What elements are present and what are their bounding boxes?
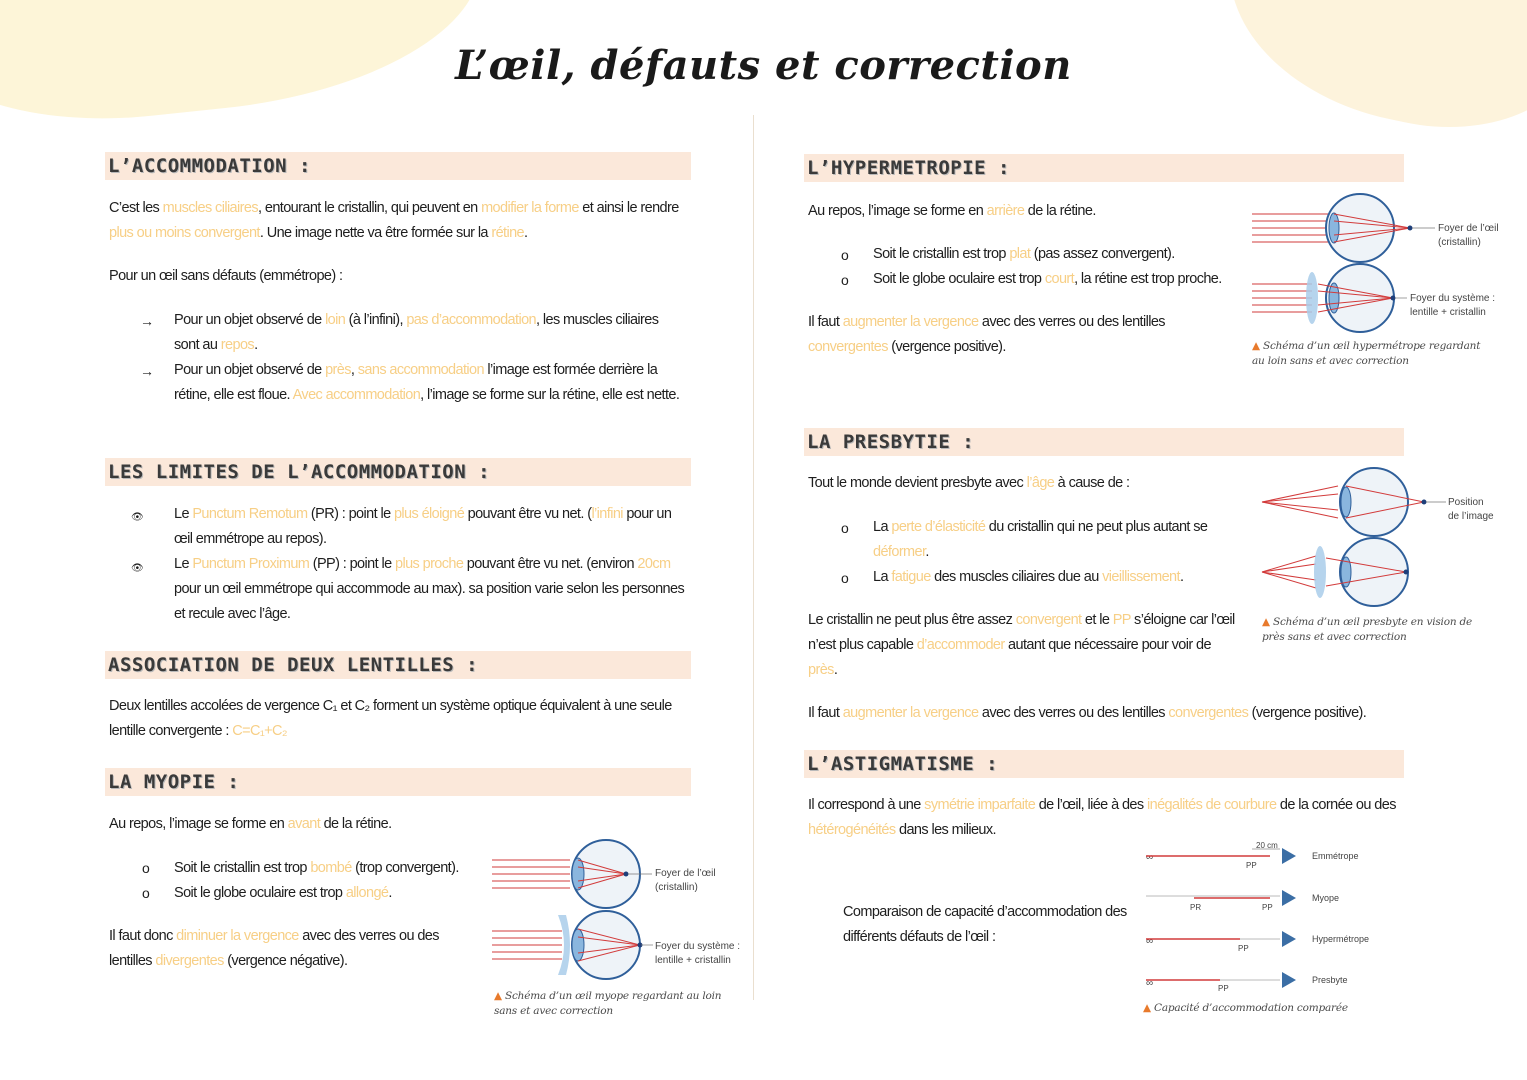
myopie-item-2: Soit le globe oculaire est trop allongé. — [174, 885, 392, 901]
myopia-diagram — [490, 835, 750, 985]
row-hypermetrope — [1146, 931, 1369, 953]
heading-text: ASSOCIATION DE DEUX LENTILLES : — [108, 654, 479, 676]
heading-text: LES LIMITES DE L’ACCOMMODATION : — [108, 461, 491, 483]
section-heading-myopie — [105, 768, 691, 796]
triangle-icon: ▲ — [494, 990, 502, 1002]
hyperopic-eye-corrected — [1252, 264, 1495, 332]
heading-text: L’ACCOMMODATION : — [108, 155, 311, 177]
system-focus-label: Foyer du système : — [1410, 293, 1496, 304]
presbytie-item-2: La fatigue des muscles ciliaires due au vieillissement. — [873, 569, 1184, 585]
circle-bullet-icon: o — [841, 247, 849, 263]
image-position-label-sub: de l’image — [1448, 511, 1494, 522]
row-myope — [1146, 890, 1339, 912]
heading-text: L’ASTIGMATISME : — [807, 753, 999, 775]
triangle-icon: ▲ — [1262, 616, 1270, 628]
section-heading-accommodation — [105, 152, 691, 180]
distance-label: 20 cm — [1256, 841, 1278, 850]
accommodation-item-near: Pour un objet observé de près, sans accommodation l’image est formée derrière la rétine, elle est floue. Avec accommodation, l’image se forme sur la rétine, elle est nette. — [174, 362, 680, 403]
accommodation-comparison-diagram — [1140, 838, 1380, 1003]
system-focus-label-sub: lentille + cristallin — [1410, 307, 1486, 318]
pp-label: PP — [1218, 984, 1229, 993]
comparison-caption: ▲ Capacité d’accommodation comparée — [1143, 1002, 1348, 1014]
limites-item-pr: Le Punctum Remotum (PR) : point le plus éloigné pouvant être vu net. (l’infini pour un œil emmétrope au repos). — [174, 506, 672, 547]
hypermetropie-item-1: Soit le cristallin est trop plat (pas assez convergent). — [873, 246, 1175, 262]
presbytie-intro: Tout le monde devient presbyte avec l’âge à cause de : — [808, 475, 1130, 491]
circle-bullet-icon: o — [841, 570, 849, 586]
presbyopic-eye-corrected — [1262, 538, 1409, 606]
section-heading-limites — [105, 458, 691, 486]
row-label: Emmétrope — [1312, 851, 1359, 861]
infinity-label: ∞ — [1146, 978, 1154, 989]
system-focus-label: Foyer du système : — [655, 941, 741, 952]
focus-label-sub: (cristallin) — [1438, 237, 1481, 248]
myopie-intro: Au repos, l’image se forme en avant de la rétine. — [109, 816, 392, 832]
hyperopia-caption: ▲ Schéma d’un œil hypermétrope regardant au loin sans et avec correction — [1252, 340, 1481, 367]
limites-item-pp: Le Punctum Proximum (PP) : point le plus proche pouvant être vu net. (environ 20cm pour un œil emmétrope qui accommode au max). sa position varie selon les personnes et recule avec l’âge. — [174, 556, 685, 622]
section-heading-association — [105, 651, 691, 679]
myopic-eye-uncorrected — [492, 840, 716, 908]
circle-bullet-icon: o — [142, 885, 150, 901]
image-position-label: Position — [1448, 497, 1484, 508]
row-label: Hypermétrope — [1312, 934, 1370, 944]
infinity-label: ∞ — [1146, 936, 1154, 947]
triangle-icon: ▲ — [1143, 1002, 1151, 1014]
system-focus-label-sub: lentille + cristallin — [655, 955, 731, 966]
pp-label: PP — [1238, 944, 1249, 953]
pp-label: PP — [1246, 861, 1257, 870]
heading-text: LA PRESBYTIE : — [807, 431, 975, 453]
section-heading-astigmatisme — [804, 750, 1404, 778]
section-heading-presbytie — [804, 428, 1404, 456]
presbyopic-eye-uncorrected — [1262, 468, 1494, 536]
column-divider — [753, 115, 754, 1000]
pp-label: PP — [1262, 903, 1273, 912]
myopie-item-1: Soit le cristallin est trop bombé (trop convergent). — [174, 860, 459, 876]
presbytie-item-1: La perte d’élasticité du cristallin qui ne peut plus autant se déformer. — [873, 519, 1208, 560]
row-emmetrope — [1146, 841, 1359, 870]
row-label: Presbyte — [1312, 975, 1348, 985]
emmetrope-intro: Pour un œil sans défauts (emmétrope) : — [109, 268, 343, 284]
section-heading-hypermetropie — [804, 154, 1404, 182]
heading-text: L’HYPERMETROPIE : — [807, 157, 1010, 179]
focus-label-sub: (cristallin) — [655, 882, 698, 893]
row-label: Myope — [1312, 893, 1340, 903]
comparison-intro: Comparaison de capacité d’accommodation des différents défauts de l’œil : — [843, 904, 1127, 945]
astigmatisme-paragraph: Il correspond à une symétrie imparfaite de l’œil, liée à des inégalités de courbure de la cornée ou des hétérogénéités dans les milieux. — [808, 797, 1396, 838]
hypermetropie-correction: Il faut augmenter la vergence avec des verres ou des lentilles convergentes (vergence positive). — [808, 314, 1165, 355]
association-paragraph: Deux lentilles accolées de vergence C₁ et C₂ forment un système optique équivalent à une seule lentille convergente : C=C₁+C₂ — [109, 698, 672, 739]
eye-icon: 👁 — [131, 512, 144, 523]
myopia-caption: ▲ Schéma d’un œil myope regardant au loin sans et avec correction — [494, 990, 722, 1017]
hypermetropie-intro: Au repos, l’image se forme en arrière de la rétine. — [808, 203, 1096, 219]
presbytie-explanation: Le cristallin ne peut plus être assez convergent et le PP s’éloigne car l’œil n’est plus capable d’accommoder autant que nécessaire pour voir de près. — [808, 612, 1235, 678]
focus-label: Foyer de l’œil — [1438, 223, 1499, 234]
arrow-icon: → — [140, 313, 154, 329]
page-title: L’œil, défauts et correction — [455, 42, 1072, 89]
arrow-icon: → — [140, 363, 154, 379]
accommodation-paragraph: C’est les muscles ciliaires, entourant le cristallin, qui peuvent en modifier la forme et ainsi le rendre plus ou moins convergent. Une image nette va être formée sur la rétine. — [109, 200, 679, 241]
accommodation-item-far: Pour un objet observé de loin (à l’infini), pas d’accommodation, les muscles ciliaires sont au repos. — [174, 312, 659, 353]
hypermetropie-item-2: Soit le globe oculaire est trop court, la rétine est trop proche. — [873, 271, 1222, 287]
heading-text: LA MYOPIE : — [108, 771, 240, 793]
focus-label: Foyer de l’œil — [655, 868, 716, 879]
circle-bullet-icon: o — [841, 520, 849, 536]
hyperopia-diagram — [1250, 190, 1505, 335]
row-presbyte — [1146, 972, 1348, 993]
presbytie-correction: Il faut augmenter la vergence avec des verres ou des lentilles convergentes (vergence positive). — [808, 705, 1367, 721]
myopie-correction: Il faut donc diminuer la vergence avec des verres ou des lentilles divergentes (vergence négative). — [109, 928, 439, 969]
pr-label: PR — [1190, 903, 1202, 912]
eye-icon: 👁 — [131, 563, 144, 574]
circle-bullet-icon: o — [142, 860, 150, 876]
infinity-label: ∞ — [1146, 852, 1154, 863]
myopic-eye-corrected — [492, 911, 740, 979]
hyperopic-eye-uncorrected — [1252, 194, 1499, 262]
presbyopia-diagram — [1258, 464, 1508, 614]
triangle-icon: ▲ — [1252, 340, 1260, 352]
presbyopia-caption: ▲ Schéma d’un œil presbyte en vision de près sans et avec correction — [1262, 616, 1473, 643]
circle-bullet-icon: o — [841, 272, 849, 288]
